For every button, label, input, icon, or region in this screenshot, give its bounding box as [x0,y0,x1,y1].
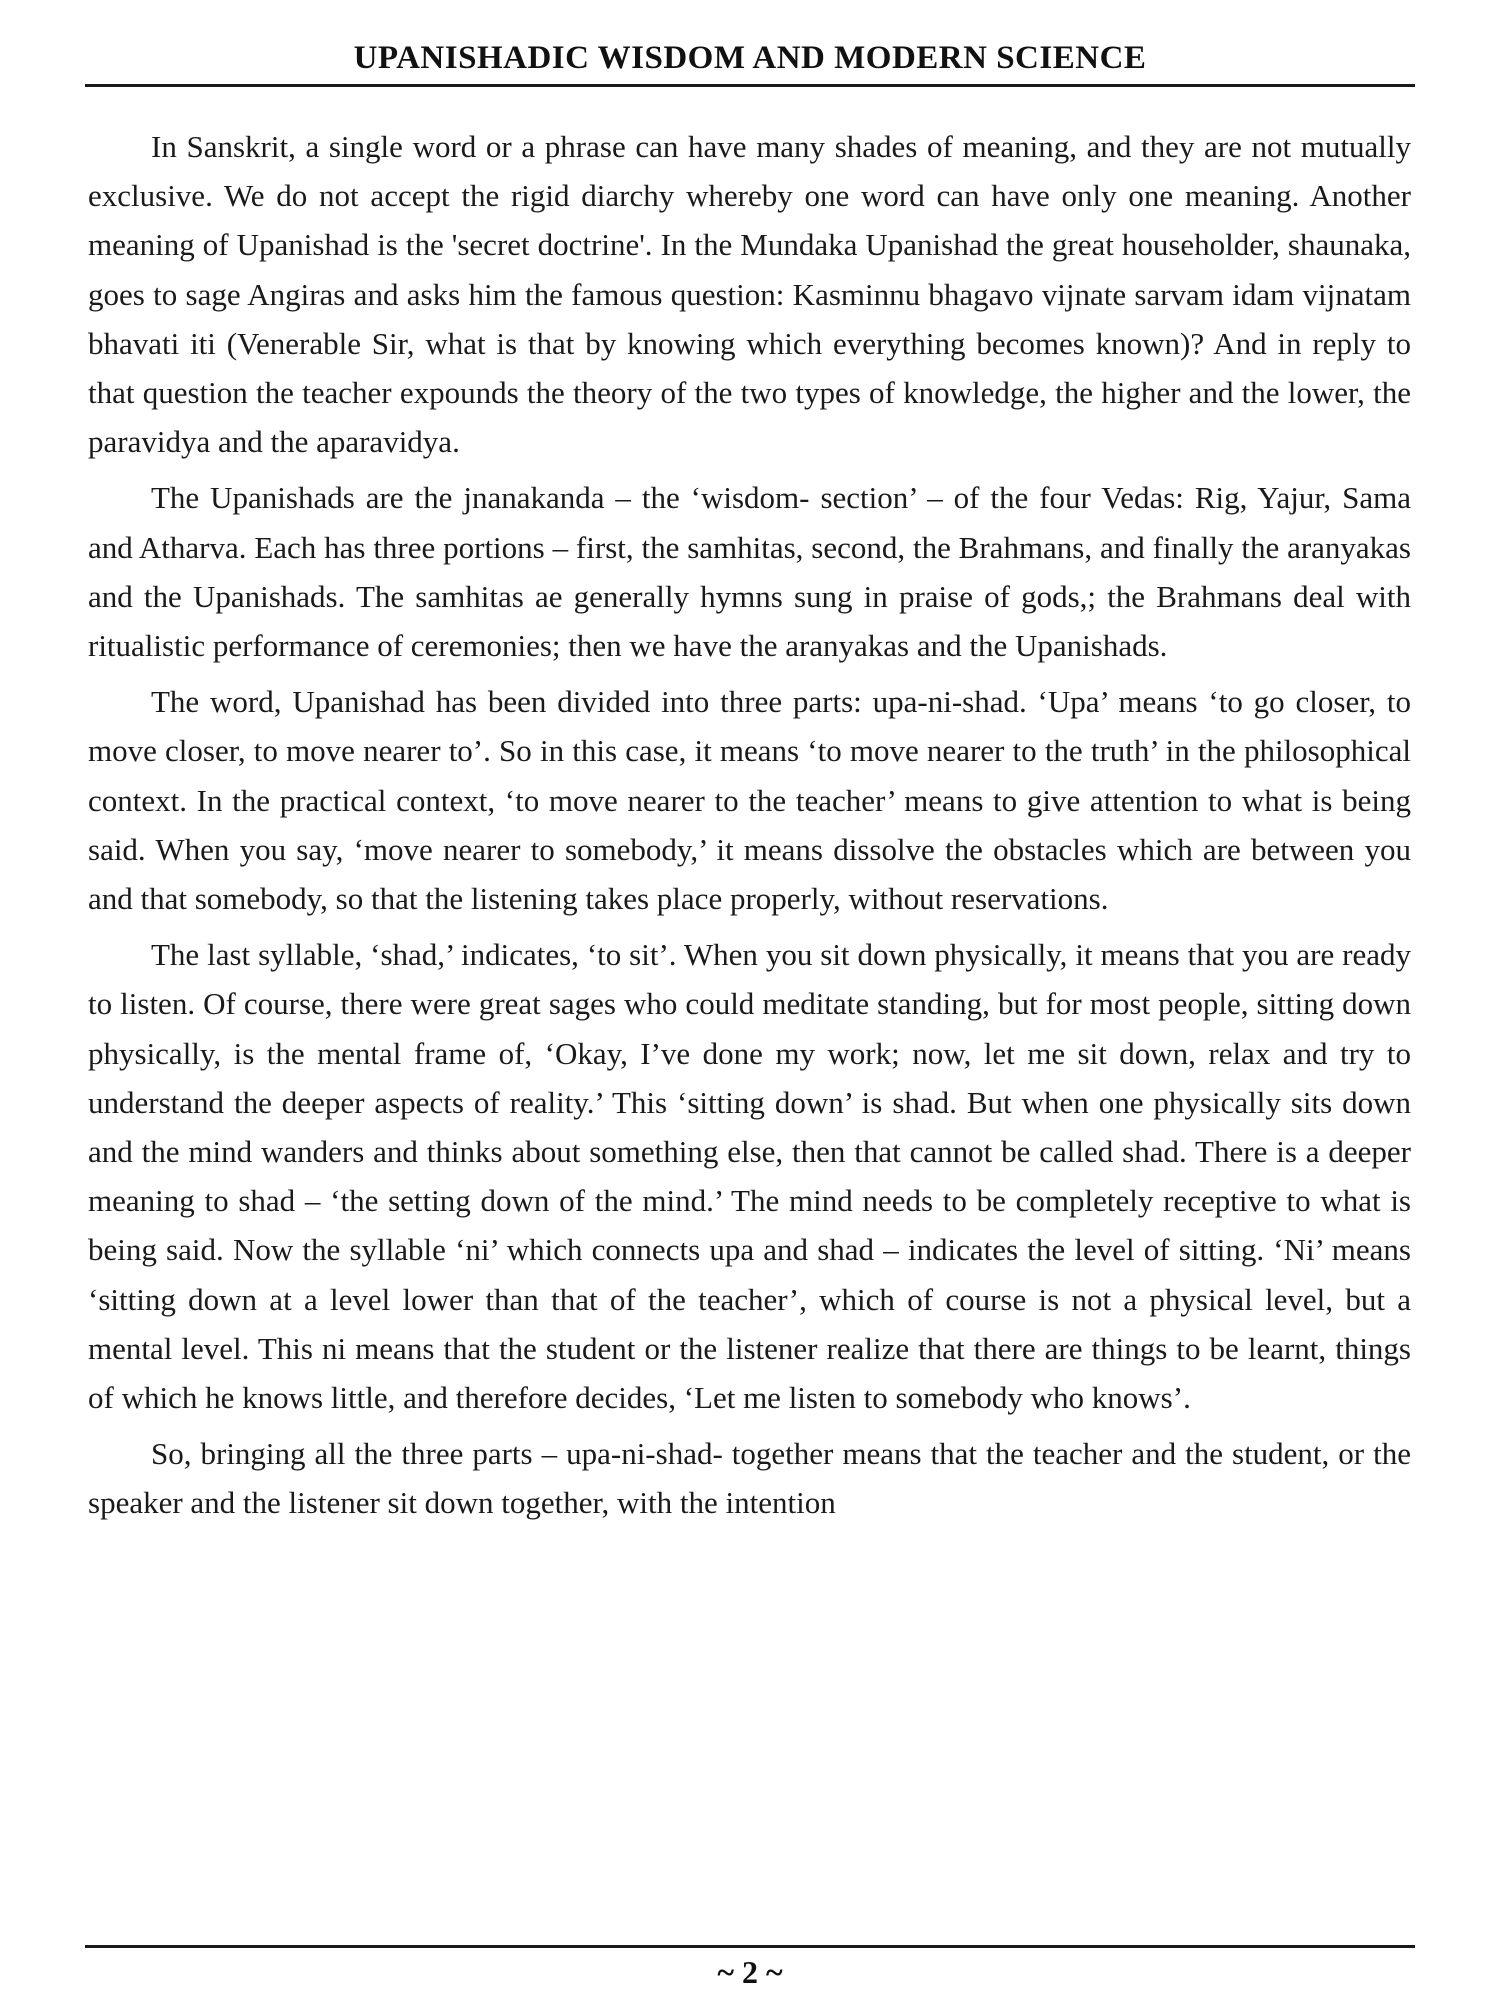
body-text [88,122,1411,1535]
paragraph-3: The word, Upanishad has been divided into three parts: upa-ni-shad. ‘Upa’ means ‘to go closer, to move closer, to move nearer to’. So in this case, it means ‘to move nearer to the truth’ in the philosophical context. In the practical context, ‘to move nearer to the teacher’ means to give attention to what is being said. When you say, ‘move nearer to somebody,’ it means dissolve the obstacles which are between you and that somebody, so that the listening takes place properly, without reservations. [88,684,1411,917]
page-number: ~ 2 ~ [717,1954,783,1990]
paragraph-1: In Sanskrit, a single word or a phrase can have many shades of meaning, and they are not mutually exclusive. We do not accept the rigid diarchy whereby one word can have only one meaning. Another meaning of Upanishad is the 'secret doctrine'. In the Mundaka Upanishad the great householder, shaunaka, goes to sage Angiras and asks him the famous question: Kasminnu bhagavo vijnate sarvam idam vijnatam bhavati iti (Venerable Sir, what is that by knowing which everything becomes known)? And in reply to that question the teacher expounds the theory of the two types of knowledge, the higher and the lower, the paravidya and the aparavidya. [88,129,1411,460]
paragraph-2: The Upanishads are the jnanakanda – the ‘wisdom- section’ – of the four Vedas: Rig, Yajur, Sama and Atharva. Each has three portions – first, the samhitas, second, the Brahmans, and finally the aranyakas and the Upanishads. The samhitas ae generally hymns sung in praise of gods,; the Brahmans deal with ritualistic performance of ceremonies; then we have the aranyakas and the Upanishads. [88,480,1411,664]
paragraph-5: So, bringing all the three parts – upa-ni-shad- together means that the teacher and the student, or the speaker and the listener sit down together, with the intention [88,1436,1411,1521]
paragraph-4: The last syllable, ‘shad,’ indicates, ‘to sit’. When you sit down physically, it means that you are ready to listen. Of course, there were great sages who could meditate standing, but for most people, sitting down physically, is the mental frame of, ‘Okay, I’ve done my work; now, let me sit down, relax and try to understand the deeper aspects of reality.’ This ‘sitting down’ is shad. But when one physically sits down and the mind wanders and thinks about something else, then that cannot be called shad. There is a deeper meaning to shad – ‘the setting down of the mind.’ The mind needs to be completely receptive to what is being said. Now the syllable ‘ni’ which connects upa and shad – indicates the level of sitting. ‘Ni’ means ‘sitting down at a level lower than that of the teacher’, which of course is not a physical level, but a mental level. This ni means that the student or the listener realize that there are things to be learnt, things of which he knows little, and therefore decides, ‘Let me listen to somebody who knows’. [88,937,1411,1416]
footer-divider [85,1945,1415,1948]
running-header-title: UPANISHADIC WISDOM AND MODERN SCIENCE [353,40,1147,76]
header-divider [85,84,1415,87]
